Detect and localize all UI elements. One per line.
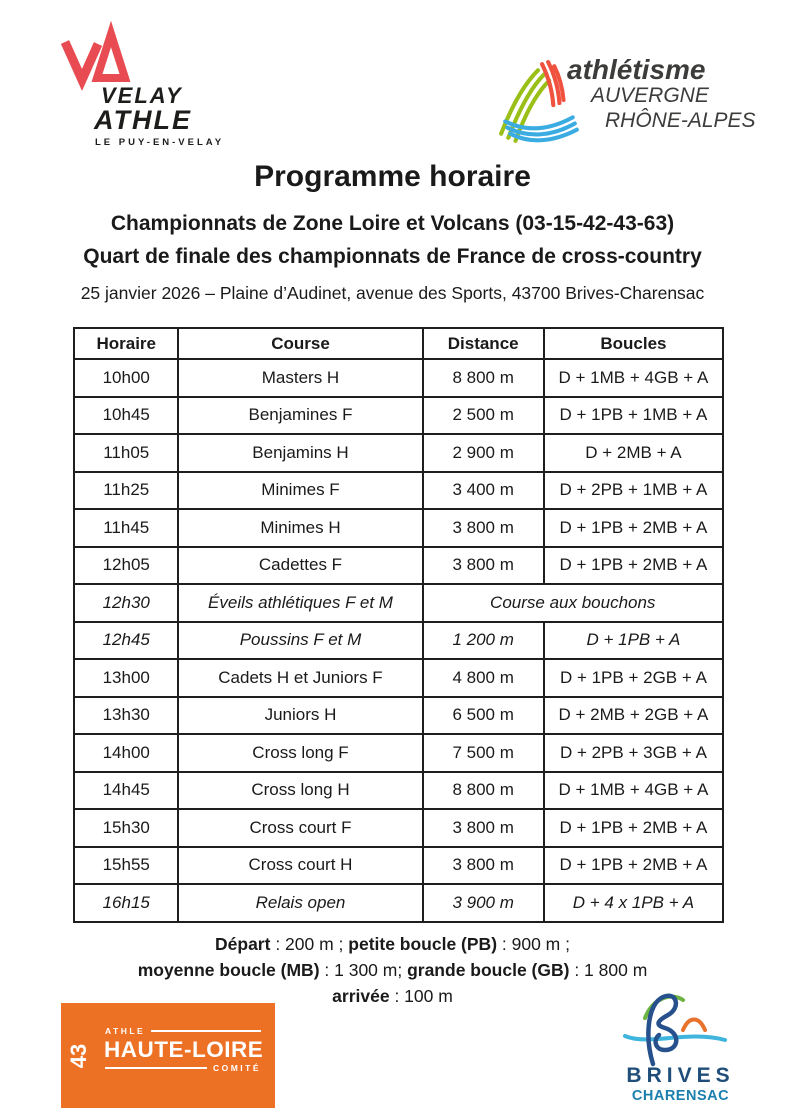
- table-cell: D + 1PB + 2MB + A: [544, 847, 723, 885]
- table-cell: Poussins F et M: [178, 622, 422, 660]
- table-cell: 10h45: [74, 397, 178, 435]
- table-header-row: [74, 328, 723, 359]
- legend-segment: arrivée: [332, 986, 390, 1006]
- table-row: [74, 509, 723, 547]
- table-row: [74, 397, 723, 435]
- table-cell: 3 800 m: [423, 809, 544, 847]
- table-cell: D + 2MB + A: [544, 434, 723, 472]
- table-row: [74, 434, 723, 472]
- table-cell: 1 200 m: [423, 622, 544, 660]
- table-cell: 14h45: [74, 772, 178, 810]
- table-cell: D + 2PB + 1MB + A: [544, 472, 723, 510]
- table-cell: 8 800 m: [423, 359, 544, 397]
- legend-segment: petite boucle (PB): [348, 934, 498, 954]
- page-title: Programme horaire: [254, 160, 531, 193]
- table-cell: 10h00: [74, 359, 178, 397]
- table-cell: D + 1PB + 2MB + A: [544, 809, 723, 847]
- legend-segment: Départ: [215, 934, 271, 954]
- haute-loire-comite-label: COMITÉ: [212, 1063, 261, 1073]
- brives-charensac-logo: [598, 988, 763, 1110]
- table-cell: 11h45: [74, 509, 178, 547]
- table-cell: 8 800 m: [423, 772, 544, 810]
- table-cell: 3 800 m: [423, 547, 544, 585]
- table-cell: Juniors H: [178, 697, 422, 735]
- table-cell: D + 1MB + 4GB + A: [544, 359, 723, 397]
- table-cell: 11h25: [74, 472, 178, 510]
- table-cell: Cross long F: [178, 734, 422, 772]
- column-header: Boucles: [544, 328, 723, 359]
- table-cell: 3 900 m: [423, 884, 544, 922]
- table-row: [74, 584, 723, 622]
- aura-athletisme-logo: [495, 50, 763, 150]
- table-cell: D + 1PB + 2GB + A: [544, 659, 723, 697]
- column-header: Distance: [423, 328, 544, 359]
- legend-segment: : 1 300 m;: [319, 960, 408, 980]
- table-cell: Minimes H: [178, 509, 422, 547]
- table-cell: D + 1PB + 2MB + A: [544, 547, 723, 585]
- table-cell: 3 400 m: [423, 472, 544, 510]
- aura-logo-line1: athlétisme: [567, 54, 706, 85]
- table-row: [74, 884, 723, 922]
- table-row: [74, 809, 723, 847]
- table-cell: Minimes F: [178, 472, 422, 510]
- table-cell: Cross court H: [178, 847, 422, 885]
- table-row: [74, 772, 723, 810]
- legend-segment: : 200 m ;: [270, 934, 349, 954]
- schedule-table: [73, 327, 724, 923]
- table-cell: Relais open: [178, 884, 422, 922]
- table-cell: 3 800 m: [423, 847, 544, 885]
- legend-segment: moyenne boucle (MB): [137, 960, 320, 980]
- table-row: [74, 472, 723, 510]
- table-row: [74, 622, 723, 660]
- table-row: [74, 734, 723, 772]
- table-row: [74, 359, 723, 397]
- brives-charensac-name: CHARENSAC: [631, 1088, 730, 1104]
- table-cell: D + 2MB + 2GB + A: [544, 697, 723, 735]
- column-header: Horaire: [74, 328, 178, 359]
- table-cell: 15h30: [74, 809, 178, 847]
- table-cell: Cadettes F: [178, 547, 422, 585]
- table-cell: Course aux bouchons: [423, 584, 724, 622]
- haute-loire-dept-number: 43: [66, 1043, 92, 1069]
- aura-logo-line3: RHÔNE-ALPES: [605, 109, 756, 132]
- table-cell: 13h30: [74, 697, 178, 735]
- table-cell: 16h15: [74, 884, 178, 922]
- table-cell: 14h00: [74, 734, 178, 772]
- table-cell: D + 1PB + 1MB + A: [544, 397, 723, 435]
- haute-loire-top-row: [105, 1026, 261, 1036]
- table-cell: Cross long H: [178, 772, 422, 810]
- table-cell: D + 1PB + A: [544, 622, 723, 660]
- table-row: [74, 697, 723, 735]
- table-cell: 15h55: [74, 847, 178, 885]
- table-cell: 6 500 m: [423, 697, 544, 735]
- brives-name: BRIVES: [626, 1064, 735, 1087]
- table-cell: D + 1PB + 2MB + A: [544, 509, 723, 547]
- table-cell: Cross court F: [178, 809, 422, 847]
- table-cell: 12h30: [74, 584, 178, 622]
- velay-logo-line2: ATHLE: [94, 105, 192, 135]
- table-cell: 7 500 m: [423, 734, 544, 772]
- haute-loire-athle-label: ATHLE: [105, 1026, 146, 1036]
- legend-segment: grande boucle (GB): [407, 960, 570, 980]
- haute-loire-top-rule: [151, 1030, 261, 1033]
- event-dateline: 25 janvier 2026 – Plaine d’Audinet, avenue des Sports, 43700 Brives-Charensac: [80, 283, 705, 303]
- column-header: Course: [178, 328, 422, 359]
- haute-loire-name: HAUTE-LOIRE: [104, 1037, 264, 1062]
- table-cell: 12h45: [74, 622, 178, 660]
- velay-logo-line1: VELAY: [101, 83, 183, 108]
- table-cell: 2 500 m: [423, 397, 544, 435]
- velay-va-icon: [60, 28, 132, 84]
- aura-logo-line2: AUVERGNE: [591, 84, 709, 107]
- table-row: [74, 847, 723, 885]
- subtitle-championship: Championnats de Zone Loire et Volcans (03-15-42-43-63): [110, 212, 675, 235]
- legend-segment: : 1 800 m: [569, 960, 648, 980]
- table-cell: 11h05: [74, 434, 178, 472]
- table-cell: Benjamines F: [178, 397, 422, 435]
- haute-loire-bottom-rule: [105, 1067, 207, 1070]
- velay-logo-line3: LE PUY-EN-VELAY: [95, 137, 225, 148]
- legend-line: [0, 931, 785, 957]
- legend-segment: : 900 m ;: [497, 934, 570, 954]
- table-cell: D + 2PB + 3GB + A: [544, 734, 723, 772]
- legend-line: [0, 957, 785, 983]
- table-cell: Éveils athlétiques F et M: [178, 584, 422, 622]
- table-cell: D + 4 x 1PB + A: [544, 884, 723, 922]
- subtitle-quart-finale: Quart de finale des championnats de France de cross-country: [83, 245, 702, 268]
- table-cell: Cadets H et Juniors F: [178, 659, 422, 697]
- table-cell: 2 900 m: [423, 434, 544, 472]
- legend-segment: : 100 m: [389, 986, 453, 1006]
- brives-b-icon: [623, 990, 727, 1066]
- table-cell: Masters H: [178, 359, 422, 397]
- table-cell: D + 1MB + 4GB + A: [544, 772, 723, 810]
- table-row: [74, 659, 723, 697]
- table-cell: Benjamins H: [178, 434, 422, 472]
- haute-loire-logo: [61, 1003, 275, 1108]
- table-cell: 13h00: [74, 659, 178, 697]
- velay-athle-logo: [55, 25, 240, 160]
- table-cell: 12h05: [74, 547, 178, 585]
- table-cell: 3 800 m: [423, 509, 544, 547]
- table-cell: 4 800 m: [423, 659, 544, 697]
- table-row: [74, 547, 723, 585]
- haute-loire-bottom-row: [105, 1063, 261, 1073]
